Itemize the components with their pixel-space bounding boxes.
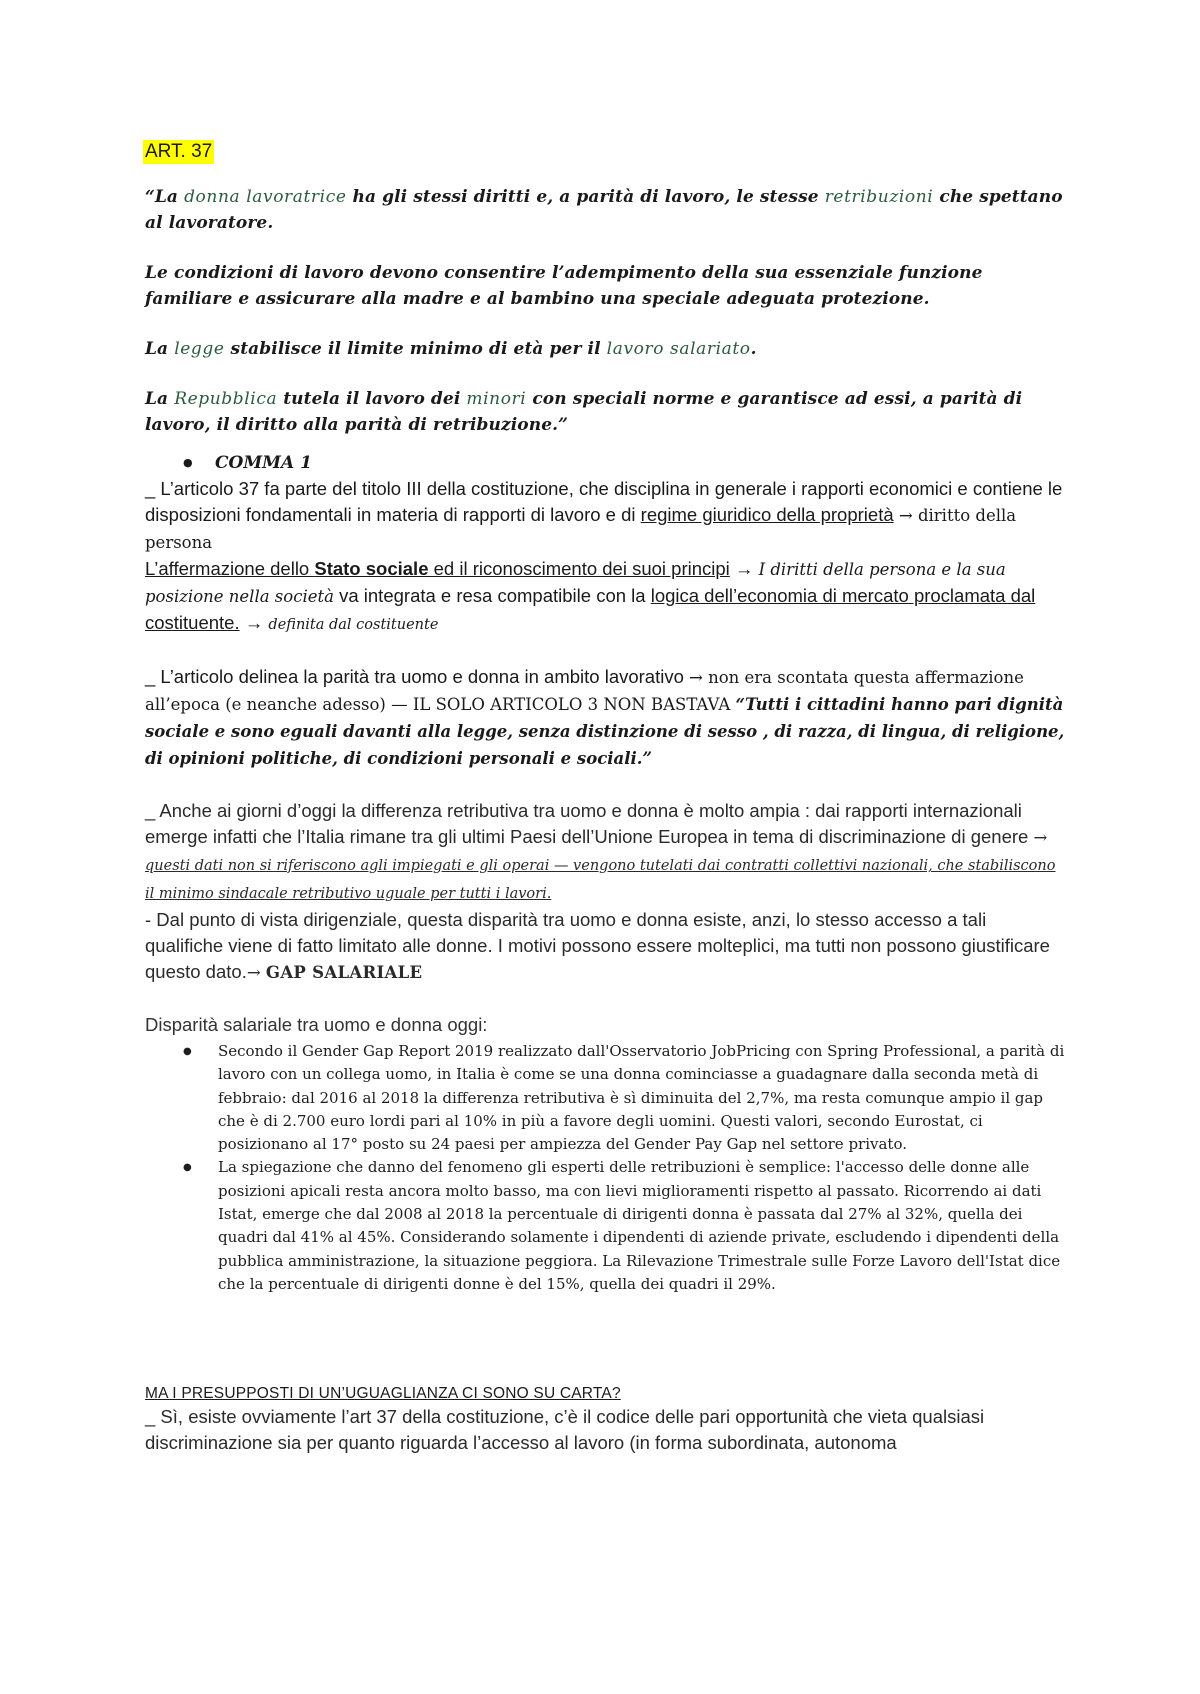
comma-heading: ● COMMA 1 [145, 450, 1065, 476]
list-item: ● La spiegazione che danno del fenomeno gli esperti delle retribuzioni è semplice: l'accesso delle donne alle posizioni apicali resta ancora molto basso, ma con lievi miglioramenti rispetto al passato. Ricorrendo ai dati Istat, emerge che dal 2008 al 2018 la percentuale di dirigenti donna è passata dal 27% al 32%, quella dei quadri dal 41% al 45%. Considerando solamente i dipendenti di aziende private, escludendo i dipendenti della pubblica amministrazione, la situazione peggiora. La Rilevazione Trimestrale sulle Forze Lavoro dell'Istat dice che la percentuale di dirigenti donne è del 15%, quella dei quadri il 29%. [183, 1158, 1061, 1293]
keyword: minori [466, 389, 527, 409]
comma-paragraph-2: L’affermazione dello Stato sociale ed il riconoscimento dei suoi principi → I diritti della persona e la sua posizione nella società va integrata e resa compatibile con la logica dell’economia di mercato proclamata dal costituente. → definita dal costituente [145, 558, 1036, 633]
list-item: ● Secondo il Gender Gap Report 2019 realizzato dall'Osservatorio JobPricing con Spring Professional, a parità di lavoro con un collega uomo, in Italia è come se una donna cominciasse a guadagnare dalla seconda metà di febbraio: dal 2016 al 2018 la differenza retributiva è sì diminuita del 2,7%, ma resta comunque ampio il gap che è di 2.700 euro lordi pari al 10% in più a favore degli uomini. Questi valori, secondo Eurostat, ci posizionano al 17° posto su 24 paesi per ampiezza del Gender Pay Gap nel settore privato. [183, 1042, 1065, 1154]
quote-paragraph-3: La legge stabilisce il limite minimo di età per il lavoro salariato. [145, 339, 757, 359]
disparity-list [145, 1040, 1065, 1296]
comma-paragraph-1: _ L’articolo 37 fa parte del titolo III della costituzione, che disciplina in generale i rapporti economici e contiene le disposizioni fondamentali in materia di rapporti di lavoro e di regime giuridico della proprietà → diritto della persona [145, 478, 1063, 552]
bullet-icon: ● [183, 1162, 192, 1174]
article-title: ART. 37 [145, 141, 213, 162]
quote-paragraph-2: Le condizioni di lavoro devono consentire l’adempimento della sua essenziale funzione familiare e assicurare alla madre e al bambino una speciale adeguata protezione. [145, 263, 983, 309]
article-quote [145, 184, 1065, 438]
bullet-icon: ● [183, 1046, 192, 1057]
comma-section [145, 476, 1065, 1038]
keyword: donna lavoratrice [184, 187, 347, 207]
question-answer: _ Sì, esiste ovviamente l’art 37 della costituzione, c’è il codice delle pari opportunità che vieta qualsiasi discriminazione sia per quanto riguarda l’accesso al lavoro (in forma subordinata, autonoma [145, 1406, 985, 1454]
disparity-heading: Disparità salariale tra uomo e donna oggi: [145, 1014, 488, 1035]
section-question-heading: MA I PRESUPPOSTI DI UN’UGUAGLIANZA CI SONO SU CARTA? [145, 1385, 621, 1403]
keyword: lavoro salariato [606, 339, 751, 359]
quote-paragraph-1: “La donna lavoratrice ha gli stessi diritti e, a parità di lavoro, le stesse retribuzioni che spettano al lavoratore. [145, 187, 1063, 233]
quote-paragraph-4: La Repubblica tutela il lavoro dei minori con speciali norme e garantisce ad essi, a parità di lavoro, il diritto alla parità di retribuzione.” [145, 389, 1023, 435]
comma-paragraph-4: _ Anche ai giorni d’oggi la differenza retributiva tra uomo e donna è molto ampia : dai rapporti internazionali emerge infatti che l’Italia rimane tra gli ultimi Paesi dell’Unione Europea in tema di discriminazione di genere → questi dati non si riferiscono agli impiegati e gli operai — vengono tutelati dai contratti collettivi nazionali, che stabiliscono il minimo sindacale retributivo uguale per tutti i lavori. - Dal punto di vista dirigenziale, questa disparità tra uomo e donna esiste, anzi, lo stesso accesso a tali qualifiche viene di fatto limitato alle donne. I motivi possono essere molteplici, ma tutti non possono giustificare questo dato.→ GAP SALARIALE [145, 800, 1056, 982]
comma-paragraph-3: _ L’articolo delinea la parità tra uomo e donna in ambito lavorativo → non era scontata questa affermazione all’epoca (e neanche adesso) — IL SOLO ARTICOLO 3 NON BASTAVA “Tutti i cittadini hanno pari dignità sociale e sono eguali davanti alla legge, senza distinzione di sesso , di razza, di lingua, di religione, di opinioni politiche, di condizioni personali e sociali.” [145, 666, 1065, 768]
keyword: Repubblica [174, 389, 278, 409]
document-body [145, 140, 1065, 1456]
keyword: legge [174, 339, 225, 359]
keyword: retribuzioni [824, 187, 934, 207]
